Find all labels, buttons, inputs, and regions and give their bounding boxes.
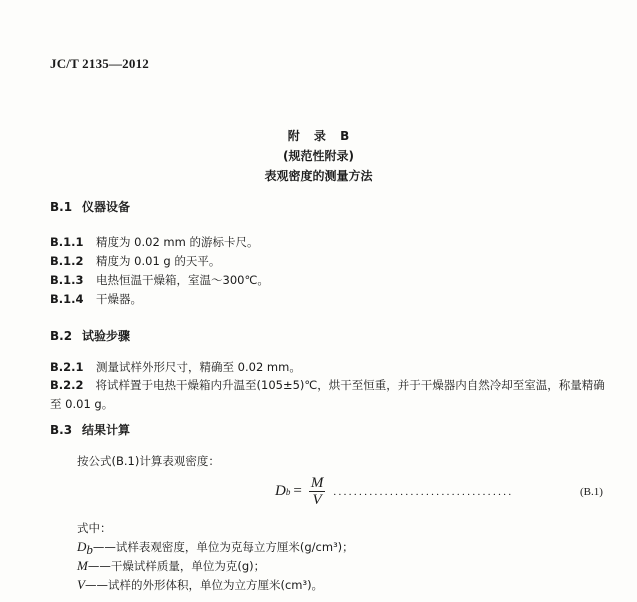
standard-code: JC/T 2135—2012 bbox=[50, 56, 149, 71]
equation-number: (B.1) bbox=[580, 486, 603, 498]
list-item: B.1.1 精度为 0.02 mm 的游标卡尺。 bbox=[50, 235, 259, 249]
list-item: B.1.2 精度为 0.01 g 的天平。 bbox=[50, 254, 221, 268]
list-item: B.1.3 电热恒温干燥箱，室温～300℃。 bbox=[50, 273, 269, 287]
section-heading-b2: B.2 试验步骤 bbox=[50, 329, 131, 343]
definition-item: V——试样的外形体积，单位为立方厘米(cm³)。 bbox=[77, 577, 324, 592]
appendix-subtitle: (规范性附录) bbox=[283, 149, 354, 163]
list-item: B.2.2 将试样置于电热干燥箱内升温至(105±5)℃，烘干至恒重，并于干燥器内自然冷却至室温，称量精确至 0.01 g。 bbox=[50, 378, 605, 411]
definition-item: M——干燥试样质量，单位为克(g)； bbox=[77, 558, 266, 573]
list-item: B.1.4 干燥器。 bbox=[50, 292, 142, 306]
formula-intro: 按公式(B.1)计算表观密度： bbox=[77, 454, 220, 468]
section-heading-b1: B.1 仪器设备 bbox=[50, 200, 131, 214]
list-item: B.2.1 测量试样外形尺寸，精确至 0.02 mm。 bbox=[50, 360, 301, 374]
appendix-name: 表观密度的测量方法 bbox=[264, 169, 373, 183]
where-label: 式中： bbox=[77, 521, 112, 535]
appendix-title: 附 录 B bbox=[287, 129, 350, 143]
formula: D b = $\frac{M}{V}$ ................................... bbox=[275, 475, 514, 508]
section-heading-b3: B.3 结果计算 bbox=[50, 423, 131, 437]
fraction: $\frac{M}{V}$ bbox=[310, 475, 324, 508]
definition-item: Db——试样表观密度，单位为克每立方厘米(g/cm³)； bbox=[77, 539, 354, 557]
